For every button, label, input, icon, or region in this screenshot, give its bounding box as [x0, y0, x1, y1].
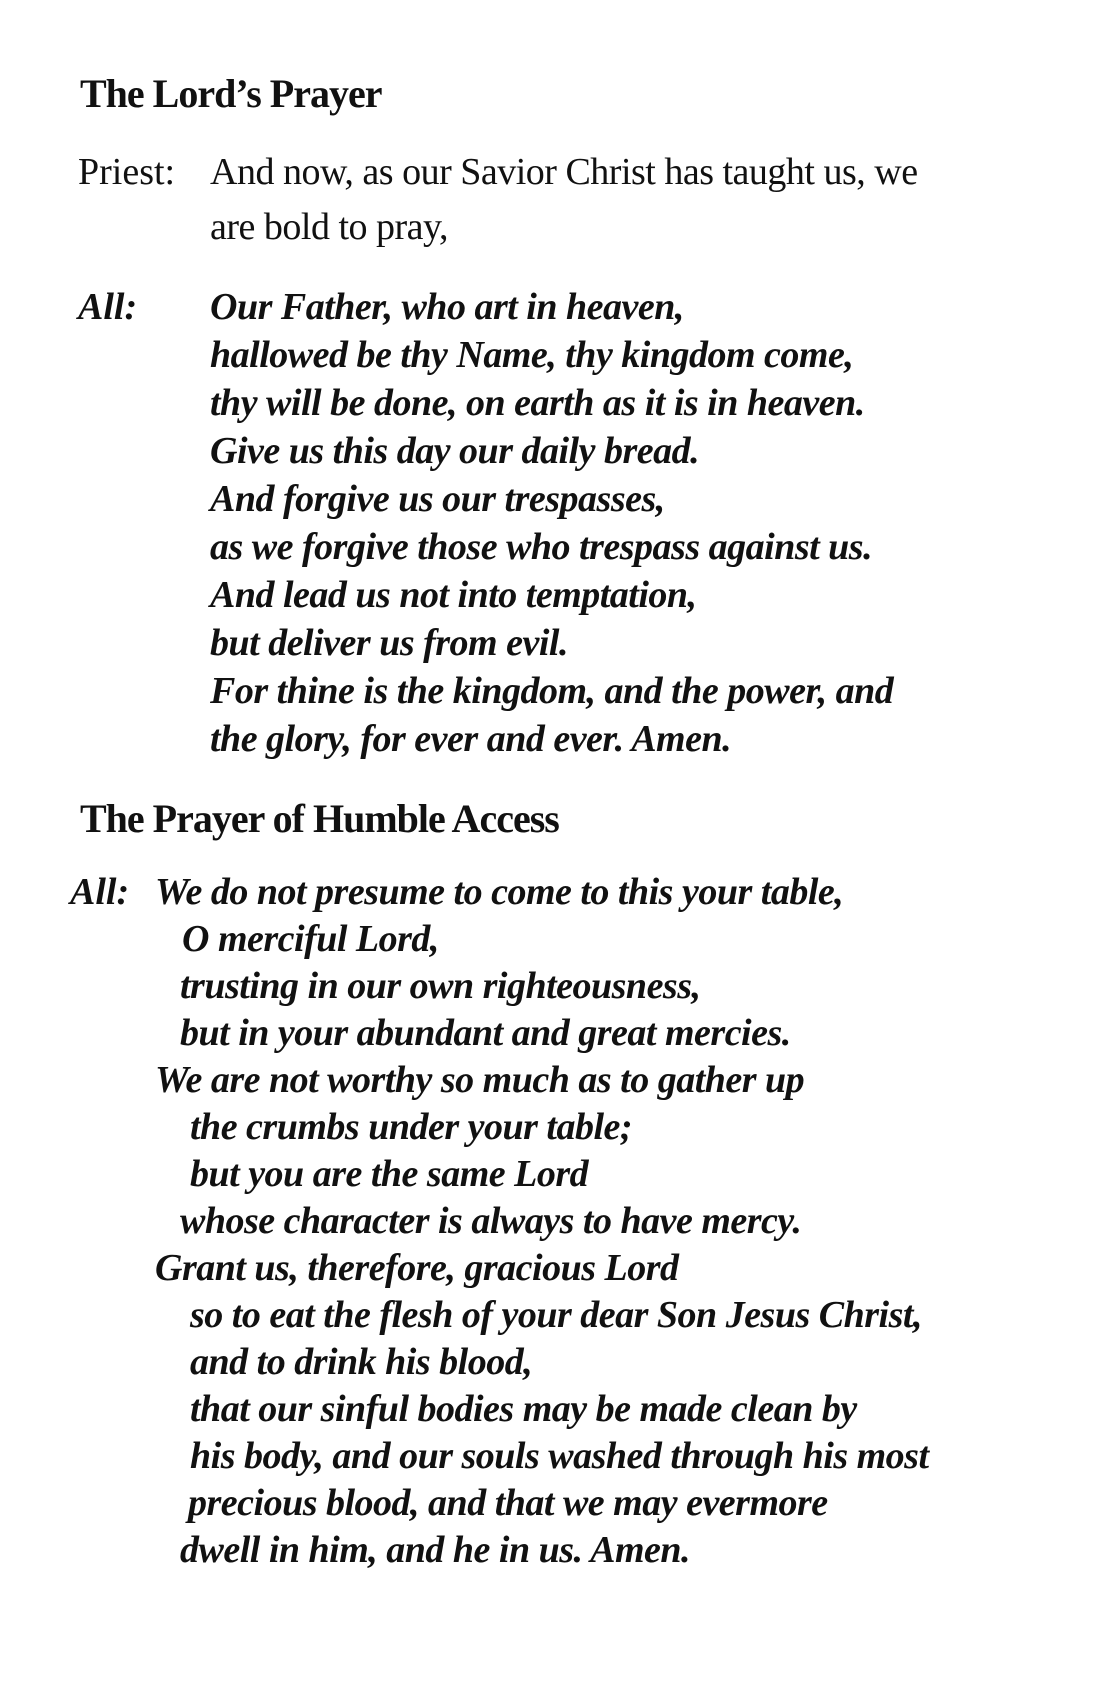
prayer-line: trusting in our own righteousness, — [180, 965, 701, 1007]
prayer-line: Give us this day our daily bread. — [210, 430, 700, 472]
prayer-line: the glory, for ever and ever. Amen. — [210, 718, 732, 760]
prayer-line: that our sinful bodies may be made clean by — [190, 1388, 857, 1430]
prayer-line: so to eat the flesh of your dear Son Jesus Christ, — [190, 1294, 922, 1336]
prayer-line: but you are the same Lord — [190, 1153, 589, 1195]
speaker-label-all: All: — [70, 871, 130, 913]
prayer-line: We do not presume to come to this your table, — [155, 871, 844, 913]
prayer-line: the crumbs under your table; — [190, 1106, 633, 1148]
section-title-humble-access: The Prayer of Humble Access — [80, 796, 559, 841]
prayer-line: dwell in him, and he in us. Amen. — [180, 1529, 691, 1571]
section-title-lords-prayer: The Lord’s Prayer — [80, 71, 382, 116]
prayer-line: and to drink his blood, — [190, 1341, 533, 1383]
prayer-line: but in your abundant and great mercies. — [180, 1012, 791, 1054]
prayer-line: We are not worthy so much as to gather up — [155, 1059, 805, 1101]
prayer-line: whose character is always to have mercy. — [180, 1200, 802, 1242]
prayer-line: Grant us, therefore, gracious Lord — [155, 1247, 679, 1289]
prayer-line: O merciful Lord, — [182, 918, 439, 960]
prayer-line: but deliver us from evil. — [210, 622, 568, 664]
priest-line: are bold to pray, — [210, 206, 449, 248]
prayer-line: Our Father, who art in heaven, — [210, 286, 684, 328]
prayer-line: hallowed be thy Name, thy kingdom come, — [210, 334, 854, 376]
prayer-line: precious blood, and that we may evermore — [188, 1482, 828, 1524]
prayer-line: And lead us not into temptation, — [210, 574, 697, 616]
prayer-line: And forgive us our trespasses, — [210, 478, 665, 520]
prayer-line: as we forgive those who trespass against us. — [210, 526, 873, 568]
priest-line: And now, as our Savior Christ has taught us, we — [210, 151, 918, 193]
speaker-label-priest: Priest: — [78, 151, 176, 193]
prayer-line: his body, and our souls washed through his most — [190, 1435, 929, 1477]
speaker-label-all: All: — [78, 286, 138, 328]
prayer-line: For thine is the kingdom, and the power, and — [210, 670, 894, 712]
prayer-line: thy will be done, on earth as it is in heaven. — [210, 382, 865, 424]
